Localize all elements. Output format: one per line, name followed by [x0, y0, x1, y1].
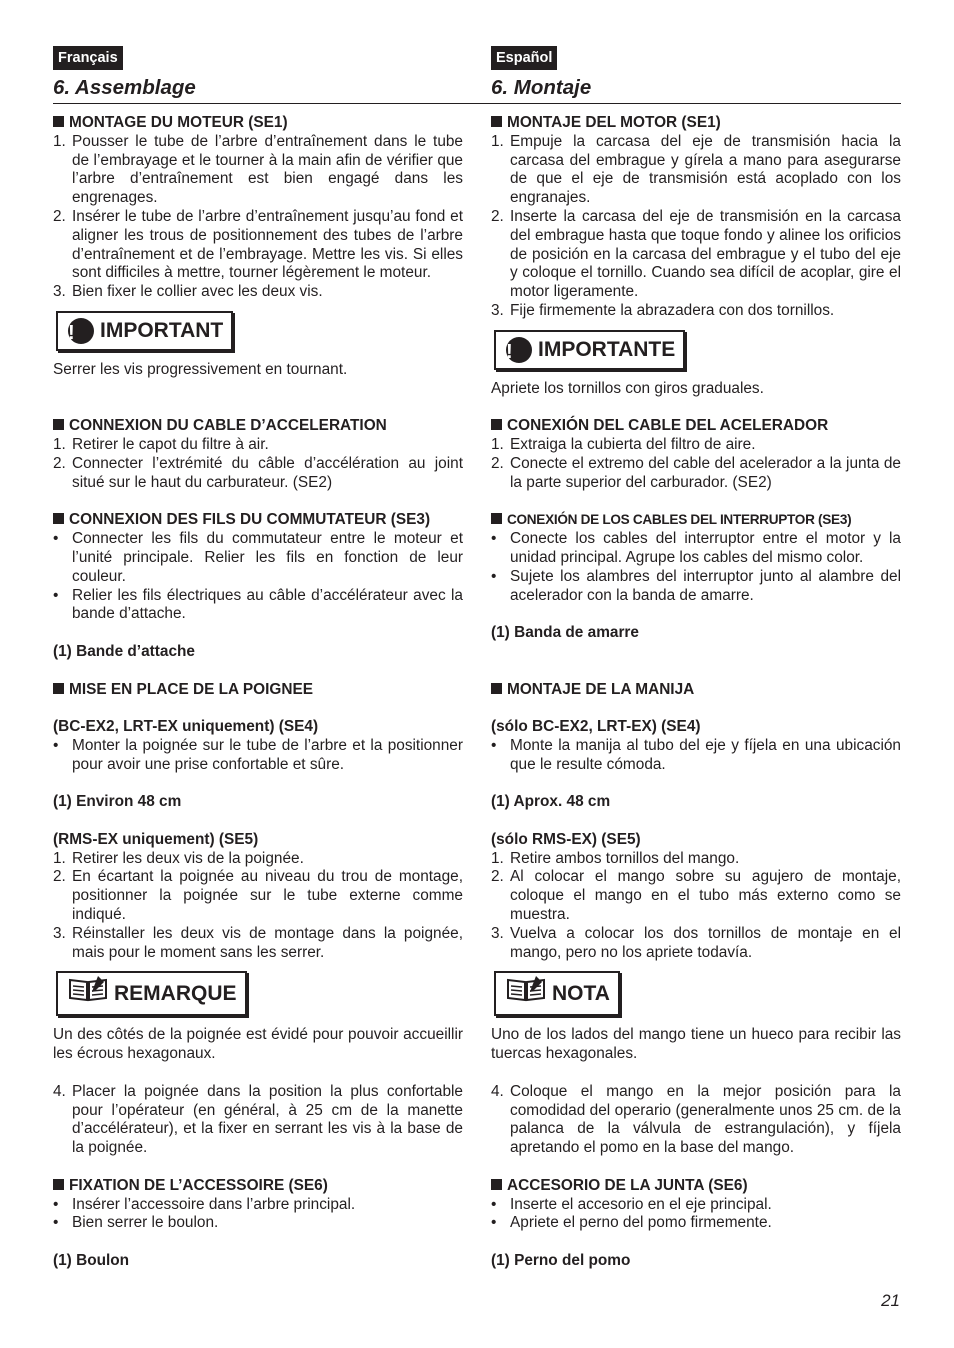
note-box: NOTA	[494, 971, 620, 1016]
important-text: Serrer les vis progressivement en tournant.	[53, 360, 348, 378]
list-marker: 2.	[53, 207, 66, 225]
list-item	[53, 1214, 463, 1233]
list-attachment	[491, 1196, 901, 1234]
heading-engine-mounting: MONTAJE DEL MOTOR (SE1)	[491, 114, 901, 133]
heading-attachment: ACCESORIO DE LA JUNTA (SE6)	[491, 1177, 901, 1196]
subheading-se5: (sólo RMS-EX) (SE5)	[491, 830, 641, 848]
list-item-text: Retirer le capot du filtre à air.	[72, 436, 269, 454]
list-item-text: Inserte el accesorio en el eje principal.	[510, 1195, 772, 1213]
subheading-se4: (BC-EX2, LRT-EX uniquement) (SE4)	[53, 718, 319, 736]
list-marker: 4.	[491, 1082, 504, 1100]
book-note-icon	[68, 976, 108, 1011]
caption-bolt: (1) Boulon	[53, 1252, 130, 1270]
heading-throttle-cable: CONNEXION DU CABLE D’ACCELERATION	[53, 417, 463, 436]
heading-throttle-cable: CONEXIÓN DEL CABLE DEL ACELERADOR	[491, 417, 901, 436]
important-text: Apriete los tornillos con giros graduales.	[491, 379, 764, 397]
list-item-text: Placer la poignée dans la position la plus confortable pour l’opérateur (en général, à 25 cm de la manette d’accélérateur), et la fixer en serrant les vis à la base de la poignée.	[72, 1082, 463, 1157]
list-marker: 1.	[53, 849, 66, 867]
list-marker: 1.	[491, 436, 504, 454]
list-marker: •	[53, 586, 59, 604]
list-item-text: Relier les fils électriques au câble d’accélérateur avec la bande d’attache.	[72, 586, 463, 623]
list-handle-se4	[53, 737, 463, 775]
list-marker: 3.	[491, 924, 504, 942]
note-box: REMARQUE	[56, 971, 247, 1016]
list-handle-step4	[491, 1083, 901, 1158]
list-marker: 2.	[53, 868, 66, 886]
list-item	[491, 133, 901, 208]
list-item-text: Insérer l’accessoire dans l’arbre principal.	[72, 1195, 356, 1213]
french-column	[53, 46, 463, 1271]
list-engine-mounting	[53, 133, 463, 302]
list-marker: 3.	[53, 924, 66, 942]
subheading-se5: (RMS-EX uniquement) (SE5)	[53, 830, 259, 848]
list-item-text: Monter la poignée sur le tube de l’arbre et la positionner pour avoir une prise confortable et sûre.	[72, 736, 463, 773]
exclamation-icon: !	[506, 337, 532, 363]
square-bullet-icon	[491, 683, 502, 694]
square-bullet-icon	[53, 419, 64, 430]
book-note-icon	[506, 976, 546, 1011]
list-item-text: Coloque el mango en la mejor posición para la comodidad del operario (generalmente unos 25 cm. de la palanca de la válvula de estrangulación), y fíjela apretando el pomo en la base del mango.	[510, 1082, 901, 1157]
heading-engine-mounting: MONTAGE DU MOTEUR (SE1)	[53, 114, 463, 133]
list-item-text: Connecter les fils du commutateur entre le moteur et l’unité principale. Relier les fils en fonction de leur couleur.	[72, 530, 463, 585]
list-marker: 2.	[491, 454, 504, 472]
list-item-text: Bien serrer le boulon.	[72, 1214, 219, 1232]
list-item-text: Extraiga la cubierta del filtro de aire.	[510, 436, 756, 454]
square-bullet-icon	[491, 116, 502, 127]
subheading-se4: (sólo BC-EX2, LRT-EX) (SE4)	[491, 718, 701, 736]
list-marker: 4.	[53, 1082, 66, 1100]
list-item	[491, 436, 901, 455]
caption-approx-48cm: (1) Aprox. 48 cm	[491, 793, 611, 811]
section-title: 6. Montaje	[491, 76, 901, 104]
list-item	[53, 283, 463, 302]
list-marker: 3.	[53, 283, 66, 301]
list-marker: •	[491, 1195, 497, 1213]
list-item-text: Retirer les deux vis de la poignée.	[72, 849, 304, 867]
list-item-text: Apriete el perno del pomo firmemente.	[510, 1214, 772, 1232]
list-item-text: Connecter l’extrémité du câble d’accélération au joint situé sur le haut du carburateur. (SE2)	[72, 454, 463, 491]
square-bullet-icon	[491, 419, 502, 430]
spanish-column	[491, 46, 901, 1271]
heading-handle-mounting: MISE EN PLACE DE LA POIGNEE	[53, 681, 463, 700]
list-item-text: Conecte el extremo del cable del acelerador a la junta de la parte superior del carburador. (SE2)	[510, 454, 901, 491]
list-item-text: Insérer le tube de l’arbre d’entraînement jusqu’au fond et aligner les trous de positionnement des tubes de l’arbre d’entraînement et de l’embrayage. Mettre les vis. Si elles sont difficiles à mettre, tourner légèrement le moteur.	[72, 207, 463, 282]
list-item-text: Conecte los cables del interruptor entre el motor y la unidad principal. Agrupe los cables del mismo color.	[510, 530, 901, 566]
list-item	[491, 530, 901, 568]
list-item	[491, 925, 901, 963]
list-marker: 1.	[53, 132, 66, 150]
list-item	[491, 568, 901, 606]
list-marker: •	[53, 1195, 59, 1213]
list-item	[53, 455, 463, 493]
list-item	[53, 850, 463, 869]
list-item	[53, 737, 463, 775]
list-item	[53, 868, 463, 924]
list-marker: 1.	[53, 436, 66, 454]
list-item-text: Bien fixer le collier avec les deux vis.	[72, 283, 323, 301]
list-item	[53, 1196, 463, 1215]
important-box: ! IMPORTANT	[56, 311, 233, 351]
list-item	[491, 208, 901, 302]
list-item-text: Pousser le tube de l’arbre d’entraînement dans le tube de l’embrayage et le tourner à la main afin de vérifier que l’arbre d’entraînement est bien engagé dans les engrenages.	[72, 132, 463, 207]
list-handle-se5	[491, 850, 901, 963]
list-marker: 3.	[491, 301, 504, 319]
list-item	[53, 587, 463, 625]
list-marker: •	[53, 736, 59, 754]
list-marker: 2.	[53, 454, 66, 472]
list-item-text: Vuelva a colocar los dos tornillos de montaje en el mango, pero no los apriete todavía.	[510, 924, 901, 961]
list-item	[491, 1083, 901, 1158]
square-bullet-icon	[53, 116, 64, 127]
list-item-text: Retire ambos tornillos del mango.	[510, 849, 740, 867]
heading-switch-wires: CONEXIÓN DE LOS CABLES DEL INTERRUPTOR (SE3)	[491, 511, 901, 530]
list-item-text: Inserte la carcasa del eje de transmisión en la carcasa del embrague hasta que toque fondo y alinee los orificios de posición en la carcasa del embrague y el tubo del eje y coloque el tornillo. Cuando sea difícil de acoplar, gire el motor ligeramente.	[510, 207, 901, 301]
square-bullet-icon	[53, 683, 64, 694]
list-item	[491, 302, 901, 321]
list-marker: •	[491, 1214, 497, 1232]
list-item	[53, 436, 463, 455]
square-bullet-icon	[53, 1179, 64, 1190]
list-handle-se4	[491, 737, 901, 775]
caption-tie-band: (1) Banda de amarre	[491, 624, 639, 642]
list-item	[491, 1196, 901, 1215]
language-tab: Español	[491, 46, 557, 70]
important-box: ! IMPORTANTE	[494, 330, 685, 370]
list-attachment	[53, 1196, 463, 1234]
list-item-text: Empuje la carcasa del eje de transmisión hacia la carcasa del embrague y gírela a mano para asegurarse de que el eje de transmisión está acoplado con los engranajes.	[510, 132, 901, 207]
list-item-text: Al colocar el mango sobre su agujero de montaje, coloque el mango en el tubo más externo como se muestra.	[510, 868, 901, 924]
list-engine-mounting	[491, 133, 901, 321]
note-text: Un des côtés de la poignée est évidé pour pouvoir accueillir les écrous hexagonaux.	[53, 1026, 463, 1063]
list-marker: 2.	[491, 868, 504, 886]
list-throttle-cable	[491, 436, 901, 492]
list-item	[53, 530, 463, 586]
heading-handle-mounting: MONTAJE DE LA MANIJA	[491, 681, 901, 700]
list-marker: •	[491, 567, 497, 585]
list-item-text: Réinstaller les deux vis de montage dans la poignée, mais pour le moment sans les serrer.	[72, 924, 463, 961]
list-switch-wires	[491, 530, 901, 605]
list-item-text: En écartant la poignée au niveau du trou de montage, positionner la poignée sur le tube externe comme indiqué.	[72, 868, 463, 924]
section-title: 6. Assemblage	[53, 76, 493, 104]
list-marker: •	[53, 530, 59, 548]
square-bullet-icon	[53, 513, 64, 524]
list-marker: 2.	[491, 207, 504, 225]
list-item	[491, 1214, 901, 1233]
list-marker: •	[53, 1214, 59, 1232]
square-bullet-icon	[491, 1179, 502, 1190]
heading-switch-wires: CONNEXION DES FILS DU COMMUTATEUR (SE3)	[53, 511, 463, 530]
list-handle-se5	[53, 850, 463, 963]
list-marker: •	[491, 530, 497, 548]
list-item	[53, 1083, 463, 1158]
list-item	[53, 208, 463, 283]
list-marker: 1.	[491, 132, 504, 150]
list-switch-wires	[53, 530, 463, 624]
list-marker: 1.	[491, 849, 504, 867]
heading-attachment: FIXATION DE L’ACCESSOIRE (SE6)	[53, 1177, 463, 1196]
page-number: 21	[881, 1291, 900, 1310]
list-handle-step4	[53, 1083, 463, 1158]
square-bullet-icon	[491, 513, 502, 524]
list-throttle-cable	[53, 436, 463, 492]
caption-tie-band: (1) Bande d’attache	[53, 642, 195, 660]
list-item	[491, 455, 901, 493]
list-item-text: Monte la manija al tubo del eje y fíjela en una ubicación que le resulte cómoda.	[510, 736, 901, 773]
list-item-text: Sujete los alambres del interruptor junto al alambre del acelerador con la banda de amarre.	[510, 567, 901, 604]
list-item	[53, 133, 463, 208]
language-tab: Français	[53, 46, 123, 70]
list-item-text: Fije firmemente la abrazadera con dos tornillos.	[510, 301, 835, 319]
list-item	[491, 850, 901, 869]
list-marker: •	[491, 736, 497, 754]
caption-approx-48cm: (1) Environ 48 cm	[53, 793, 182, 811]
list-item	[491, 868, 901, 924]
caption-knob-bolt: (1) Perno del pomo	[491, 1252, 631, 1270]
exclamation-icon: !	[68, 318, 94, 344]
list-item	[53, 925, 463, 963]
note-text: Uno de los lados del mango tiene un hueco para recibir las tuercas hexagonales.	[491, 1026, 901, 1063]
list-item	[491, 737, 901, 775]
